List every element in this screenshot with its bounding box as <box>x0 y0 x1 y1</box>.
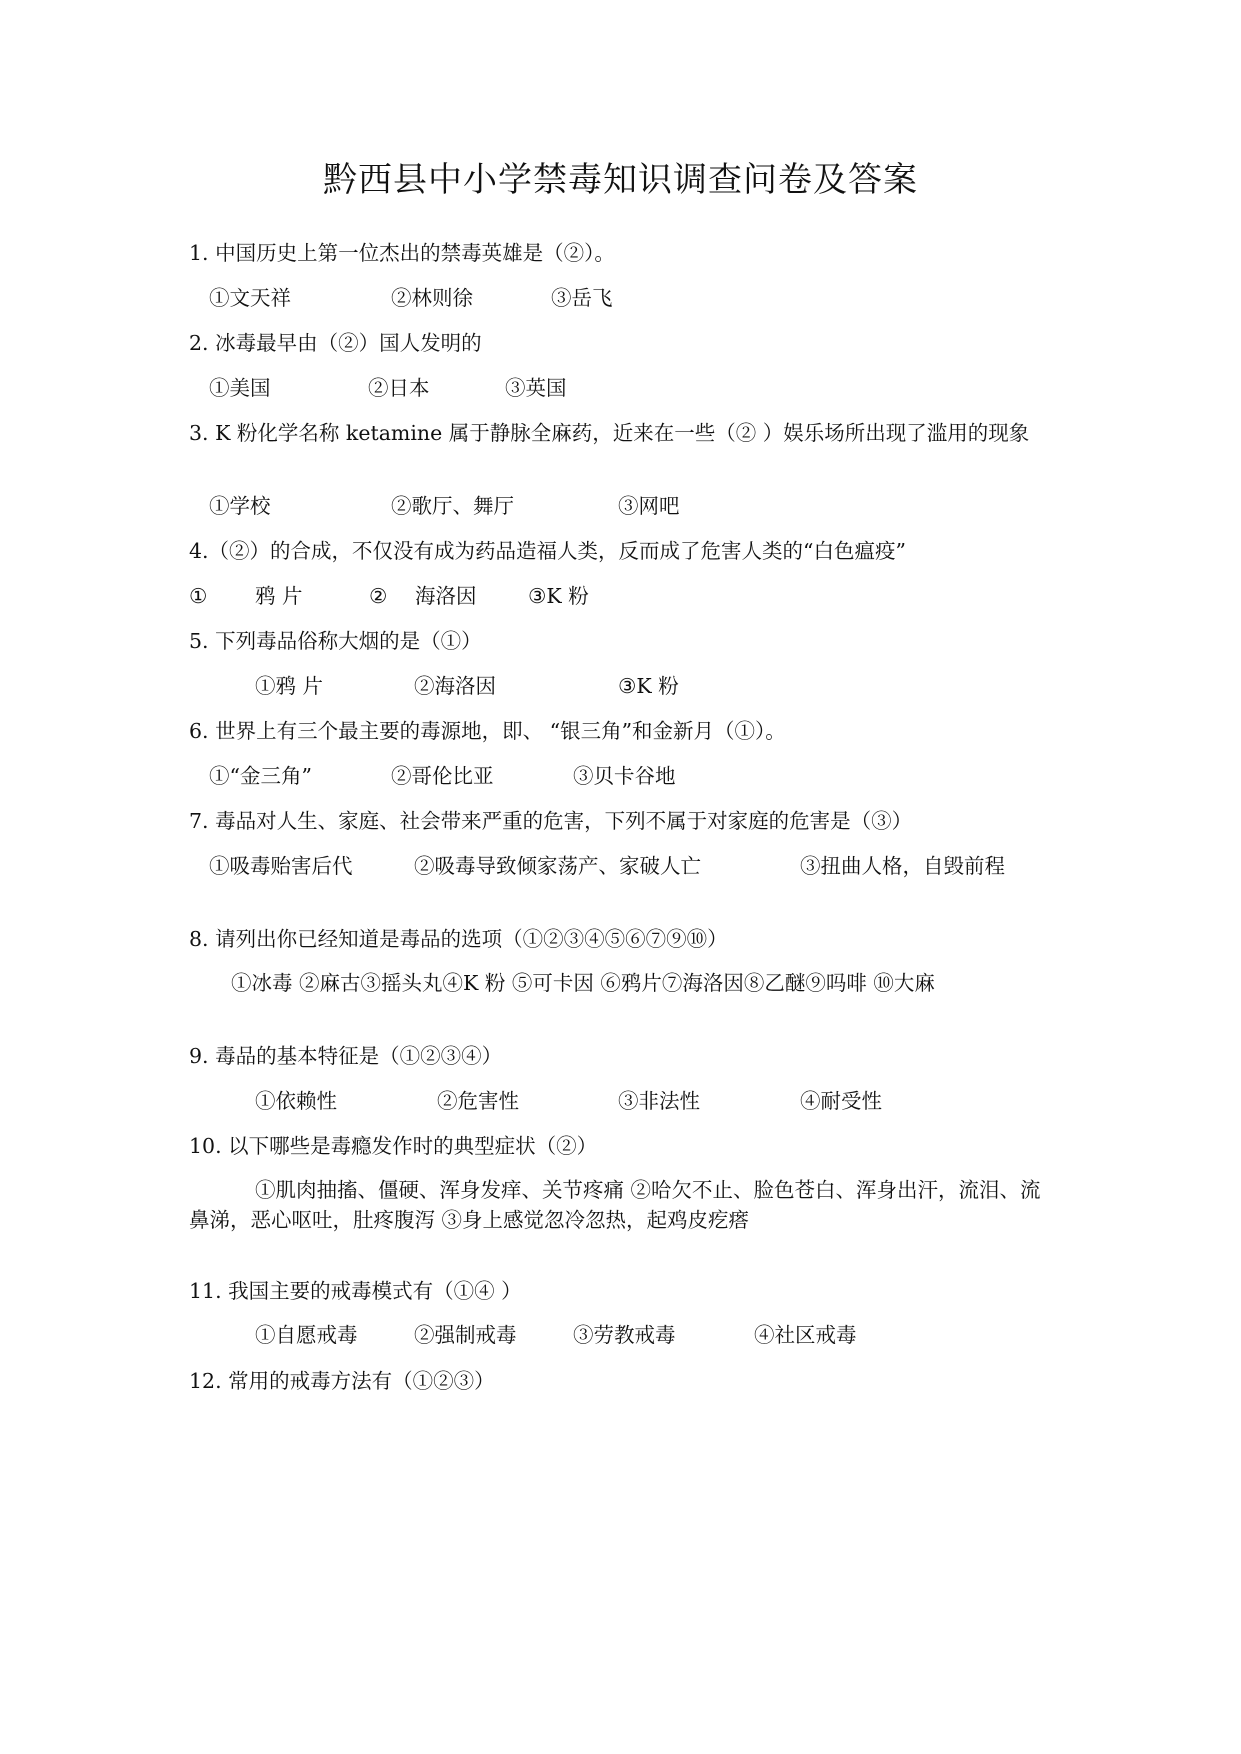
question-3-options <box>0 491 900 521</box>
option: ④社区戒毒 <box>754 1323 857 1347</box>
option: ①学校 <box>209 494 271 518</box>
question-6: 6. 世界上有三个最主要的毒源地，即、 “银三角”和金新月（①）。 <box>189 719 786 743</box>
option: ②日本 <box>368 376 430 400</box>
question-4-options <box>0 581 900 611</box>
option: ④耐受性 <box>800 1089 882 1113</box>
option: ①美国 <box>209 376 271 400</box>
question-1-options <box>0 283 900 313</box>
option: ①“金三角” <box>209 764 312 788</box>
option: ② <box>369 584 388 608</box>
option: ②歌厅、舞厅 <box>391 494 514 518</box>
option: ①文天祥 <box>209 286 291 310</box>
option: ②强制戒毒 <box>414 1323 517 1347</box>
option: ①鸦 片 <box>255 674 324 698</box>
option: ②危害性 <box>437 1089 519 1113</box>
question-7-options <box>0 851 1005 881</box>
option: ③英国 <box>505 376 567 400</box>
option: ②海洛因 <box>414 674 496 698</box>
question-10: 10. 以下哪些是毒瘾发作时的典型症状（②） <box>189 1134 598 1158</box>
question-11-options <box>0 1320 900 1350</box>
question-2-options <box>0 373 900 403</box>
question-8-options: ①冰毒 ②麻古③摇头丸④K 粉 ⑤可卡因 ⑥鸦片⑦海洛因⑧乙醚⑨吗啡 ⑩大麻 <box>231 971 935 995</box>
option: ①自愿戒毒 <box>255 1323 358 1347</box>
question-4: 4.（②）的合成，不仅没有成为药品造福人类，反而成了危害人类的“白色瘟疫” <box>189 539 907 563</box>
question-1: 1. 中国历史上第一位杰出的禁毒英雄是（②）。 <box>189 241 615 265</box>
question-12: 12. 常用的戒毒方法有（①②③） <box>189 1369 495 1393</box>
page-title: 黔西县中小学禁毒知识调查问卷及答案 <box>323 160 918 200</box>
option: ③岳飞 <box>551 286 613 310</box>
question-11: 11. 我国主要的戒毒模式有（①④ ） <box>189 1279 522 1303</box>
option: 鸦 片 <box>255 584 303 608</box>
question-5: 5. 下列毒品俗称大烟的是（①） <box>189 629 482 653</box>
option: ①依赖性 <box>255 1089 337 1113</box>
option: ②林则徐 <box>391 286 473 310</box>
question-8: 8. 请列出你已经知道是毒品的选项（①②③④⑤⑥⑦⑨⑩） <box>189 927 728 951</box>
option: ②哥伦比亚 <box>391 764 494 788</box>
option: ③K 粉 <box>528 584 589 608</box>
question-2: 2. 冰毒最早由（②）国人发明的 <box>189 331 482 355</box>
question-7: 7. 毒品对人生、家庭、社会带来严重的危害，下列不属于对家庭的危害是（③） <box>189 809 913 833</box>
option: ③网吧 <box>618 494 680 518</box>
question-10-options: ①肌肉抽搐、僵硬、浑身发痒、关节疼痛 ②哈欠不止、脸色苍白、浑身出汗，流泪、流鼻涕，恶心呕吐，肚疼腹泻 ③身上感觉忽冷忽热，起鸡皮疙瘩 <box>189 1178 1041 1232</box>
question-9: 9. 毒品的基本特征是（①②③④） <box>189 1044 503 1068</box>
question-5-options <box>0 671 900 701</box>
option: ②吸毒导致倾家荡产、家破人亡 <box>414 854 701 878</box>
question-3: 3. K 粉化学名称 ketamine 属于静脉全麻药，近来在一些（② ）娱乐场所出现了滥用的现象 <box>189 421 1030 445</box>
option: ③非法性 <box>618 1089 700 1113</box>
option: ①吸毒贻害后代 <box>209 854 353 878</box>
option: ③扭曲人格，自毁前程 <box>800 854 1005 878</box>
option: ③K 粉 <box>618 674 679 698</box>
option: 海洛因 <box>415 584 477 608</box>
question-6-options <box>0 761 900 791</box>
option: ③贝卡谷地 <box>573 764 676 788</box>
option: ③劳教戒毒 <box>573 1323 676 1347</box>
question-9-options <box>0 1086 900 1116</box>
option: ① <box>189 584 208 608</box>
